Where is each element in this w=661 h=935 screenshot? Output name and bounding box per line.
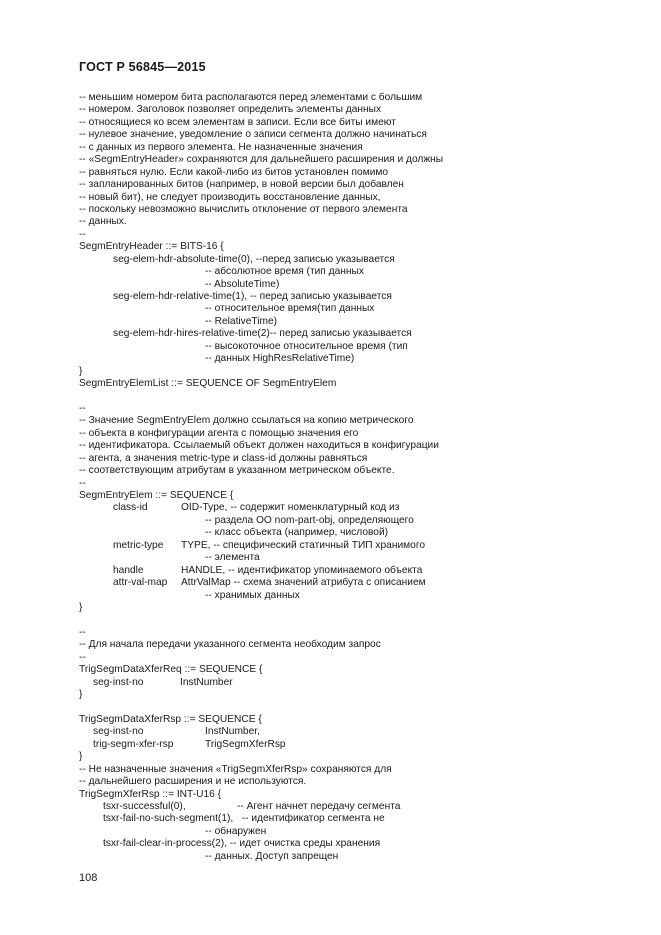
code-text: attr-val-map (113, 577, 168, 589)
code-text: -- соответствующим атрибутам в указанном метрическом объекте. (79, 465, 395, 477)
code-text: metric-type (113, 539, 164, 551)
code-text: -- данных. Доступ запрещен (205, 850, 339, 862)
code-text: -- абсолютное время (тип данных (205, 266, 364, 278)
code-text: seg-elem-hdr-absolute-time(0), --перед записью указывается (113, 253, 395, 265)
code-text: -- относительное время(тип данных (205, 303, 375, 315)
code-text: -- (79, 651, 86, 663)
code-text: -- нулевое значение, уведомление о записи сегмента должно начинаться (79, 129, 427, 141)
document-header: ГОСТ Р 56845—2015 (79, 60, 206, 74)
code-text: tsxr-successful(0), (103, 800, 186, 812)
page-number: 108 (79, 872, 98, 884)
code-text: -- меньшим номером бита располагаются перед элементами с большим (79, 92, 423, 103)
code-text: -- (79, 626, 86, 638)
code-text: } (79, 601, 83, 613)
code-text: -- хранимых данных (205, 589, 300, 601)
code-text: seg-elem-hdr-relative-time(1), -- перед записью указывается (113, 291, 392, 302)
code-text: } (79, 689, 83, 700)
code-text: -- относящиеся ко всем элементам в записи. Если все биты имеют (79, 116, 396, 128)
code-text: seg-elem-hdr-hires-relative-time(2)-- перед записью указывается (113, 328, 412, 340)
code-text: -- класс объекта (например, числовой) (205, 527, 389, 539)
code-text: -- запланированных битов (например, в новой версии был добавлен (79, 179, 404, 191)
code-text: TYPE, -- специфический статичный ТИП хранимого (181, 539, 425, 551)
code-text: SegmEntryElemList ::= SEQUENCE OF SegmEntryElem (79, 378, 337, 390)
code-text: -- AbsoluteTime) (205, 278, 280, 290)
code-text: -- дальнейшего расширения и не используются. (79, 776, 307, 788)
code-text: OID-Type, -- содержит номенклатурный код из (181, 502, 400, 514)
code-text: -- высокоточное относительное время (тип (205, 340, 408, 352)
code-text: -- Не назначенные значения «TrigSegmXferRsp» сохраняются для (79, 763, 392, 775)
code-text: -- номером. Заголовок позволяет определить элементы данных (79, 104, 382, 116)
code-text: -- Агент начнет передачу сегмента (237, 800, 401, 812)
code-text: TrigSegmDataXferReq ::= SEQUENCE { (79, 664, 263, 676)
code-text: } (79, 365, 83, 377)
code-text: -- объекта в конфигурации агента с помощью значения его (79, 427, 359, 439)
code-text: seg-inst-no (93, 726, 144, 738)
code-text: handle (113, 564, 144, 576)
code-text: tsxr-fail-no-such-segment(1), -- идентификатор сегмента не (103, 813, 385, 825)
code-text: -- «SegmEntryHeader» сохраняются для дальнейшего расширения и должны (79, 154, 444, 166)
code-text: TrigSegmXferRsp ::= INT-U16 { (79, 788, 222, 800)
code-text: -- идентификатора. Ссылаемый объект должен находиться в конфигурации (79, 440, 439, 452)
code-text: -- обнаружен (205, 825, 267, 837)
code-text: SegmEntryElem ::= SEQUENCE { (79, 490, 234, 501)
code-text: -- раздела ОО nom-part-obj, определяющего (205, 514, 414, 526)
code-text: -- (79, 402, 86, 414)
code-text: -- агента, а значения metric-type и class-id должны равняться (79, 452, 368, 464)
code-text: -- новый бит), не следует производить восстановление данных, (79, 191, 381, 203)
code-text: SegmEntryHeader ::= BITS-16 { (79, 241, 224, 253)
code-text: -- (79, 477, 86, 489)
code-text: tsxr-fail-clear-in-process(2), -- идет очистка среды хранения (103, 838, 381, 850)
code-text: -- RelativeTime) (205, 315, 278, 327)
code-text: trig-segm-xfer-rsp (93, 738, 174, 750)
code-text: -- элемента (205, 552, 260, 564)
code-text: seg-inst-no (93, 676, 144, 688)
code-text: TrigSegmDataXferRsp ::= SEQUENCE { (79, 713, 262, 725)
code-text: -- данных HighResRelativeTime) (205, 353, 355, 365)
code-text: InstNumber (180, 676, 233, 688)
code-text: -- поскольку невозможно вычислить отклонение от первого элемента (79, 203, 408, 215)
code-text: -- равняться нулю. Если какой-либо из битов установлен помимо (79, 166, 389, 178)
code-text: -- Для начала передачи указанного сегмента необходим запрос (79, 639, 381, 651)
code-text: class-id (113, 502, 148, 514)
code-text: AttrValMap -- схема значений атрибута с описанием (181, 577, 426, 589)
code-text: -- (79, 228, 86, 240)
code-text: } (79, 751, 83, 763)
code-text: TrigSegmXferRsp (205, 738, 286, 750)
code-text: -- Значение SegmEntryElem должно ссылаться на копию метрического (79, 415, 414, 427)
code-text: HANDLE, -- идентификатор упоминаемого объекта (181, 564, 423, 576)
code-text: InstNumber, (205, 726, 260, 738)
code-text: -- с данных из первого элемента. Не назначенные значения (79, 141, 363, 153)
code-text: -- данных. (79, 216, 127, 228)
